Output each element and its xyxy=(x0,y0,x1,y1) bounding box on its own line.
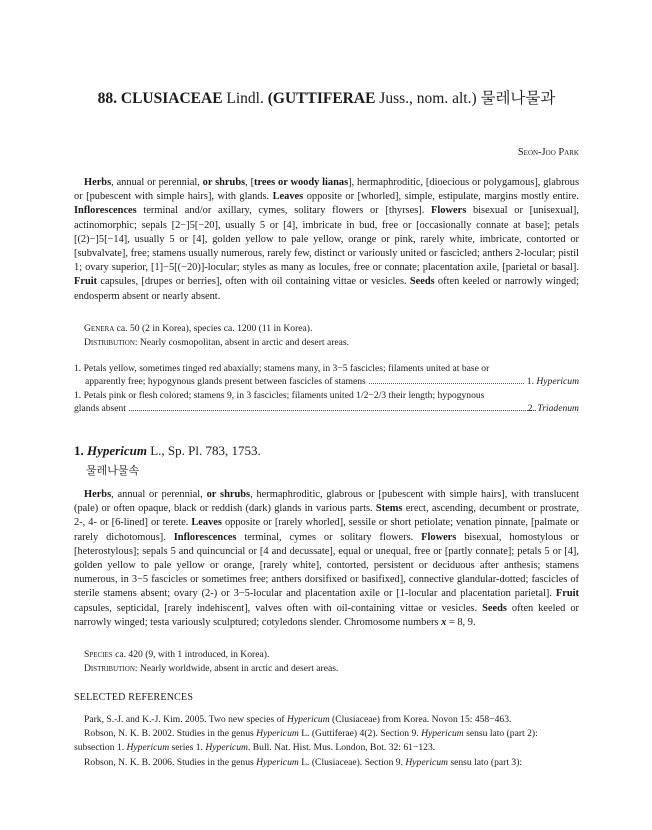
text-run: or shrubs xyxy=(202,177,246,188)
text-run: sensu lato (part 2): subsection 1. xyxy=(74,728,538,754)
species-label: Species xyxy=(84,649,113,660)
key-leader-dots xyxy=(129,410,536,411)
key-result-2-num: 2. xyxy=(527,403,535,415)
text-run: bisexual or [unisexual], actinomorphic; sepals [2−]5[−20], usually 5 or [4], imbricate in bud, free or [occasionally connate at base]; petals [(2)−]5[−14], usually 5 or [4], golden yellow to pale yellow, orange or pink, rarely white, imbricate, contorted or [subvalvate], free; stamens usually numerous, rarely few, distinct or variously united or fascicled; anthers 2-locular; pistil 1; ovary superior, [1]−5[(−20)]-locular; styles as many as locules, free or connate; placentation axile, [parietal or basal]. xyxy=(74,205,579,274)
text-run: (Clusiaceae) from Korea. Novon 15: 458−463. xyxy=(329,714,512,725)
text-run: capsules, septicidal, [rarely indehiscent], valves often with oil-containing vittae or vesicles. xyxy=(74,602,483,614)
genus-description xyxy=(74,488,579,630)
identification-key xyxy=(74,362,579,416)
text-run: often keeled or narrowly winged; testa variously sculptured; cotyledons slender. Chromosome numbers xyxy=(74,602,579,628)
text-run: Hypericum xyxy=(287,714,330,725)
text-run: Seeds xyxy=(482,602,507,614)
text-run: sensu lato (part 3): xyxy=(447,756,523,768)
key-result-2 xyxy=(527,402,579,415)
text-run: Inflorescences xyxy=(74,205,137,217)
genus-distribution-label: Distribution xyxy=(84,663,135,675)
family-korean-name: 물레나물과 xyxy=(480,90,556,107)
text-run: , annual or perennial, xyxy=(111,177,203,188)
text-run: L. (Clusiaceae). Section 9. xyxy=(298,756,406,768)
text-run: x xyxy=(441,616,447,628)
text-run: Robson, N. K. B. 2002. Studies in the genus xyxy=(84,728,257,740)
family-alt-name: GUTTIFERAE xyxy=(272,90,376,107)
key-lead-2-dotline xyxy=(74,402,579,415)
text-run: Flowers xyxy=(431,205,467,217)
family-title xyxy=(74,86,579,108)
family-author: Lindl. xyxy=(226,90,264,107)
family-meta xyxy=(84,322,349,350)
genus-heading xyxy=(74,443,261,459)
genera-line xyxy=(84,322,349,336)
text-run: Leaves xyxy=(272,191,304,203)
text-run: Hypericum xyxy=(126,742,170,754)
family-number: 88. xyxy=(97,90,118,107)
genera-text: ca. 50 (2 in Korea), species ca. 1200 (11 in Korea). xyxy=(114,323,313,334)
key-lead-1 xyxy=(74,362,579,389)
text-run: , hermaphroditic, glabrous or [pubescent with simple hairs], with translucent (pale) or often opaque, black or reddish (dark) glands in various parts. xyxy=(74,489,579,515)
references-list xyxy=(74,713,579,770)
genus-name: Hypericum xyxy=(87,443,147,458)
text-run: Robson, N. K. B. 2006. Studies in the genus xyxy=(84,756,257,768)
text-run: trees or woody lianas xyxy=(254,177,349,188)
text-run: ], hermaphroditic, [dioecious or polygamous], glabrous or [pubescent with simple hairs], with glands. xyxy=(74,177,579,203)
key-lead-1-dotline xyxy=(85,375,579,388)
genus-distribution-line xyxy=(84,662,338,676)
text-run: Flowers xyxy=(421,531,457,543)
species-line xyxy=(84,648,338,662)
genus-korean-name: 물레나물속 xyxy=(86,465,140,477)
text-run: terminal and/or axillary, cymes, solitary flowers or [thyrses]. xyxy=(136,205,432,217)
family-description xyxy=(74,176,579,304)
text-run: Stems xyxy=(375,503,403,515)
text-run: often keeled or narrowly winged; endosperm absent or nearly absent. xyxy=(74,276,579,302)
text-run: Hypericum xyxy=(405,756,448,768)
text-run: bisexual, homostylous or [heterostylous]; sepals 5 and quincuncial or [4 and decussate], equal or unequal, free or [partly connate]; petals 5 or [4], golden yellow to pale yellow or orange, [rarely white], contorted, persistent or deciduous after anthesis; stamens numerous, in 3−5 fascicles or sometimes free; anthers dorsifixed or basifixed], connective glandular-dotted; fascicles of sterile stamens absent; ovary (2-) or 3−5-locular and placentation axile or [1-locular and placentation parietal]. xyxy=(74,531,579,600)
reference-item xyxy=(74,756,579,770)
distribution-label: Distribution xyxy=(84,337,135,349)
genus-citation: L., Sp. Pl. 783, 1753. xyxy=(150,443,261,458)
family-name: CLUSIACEAE xyxy=(120,90,223,107)
text-run: Hypericum xyxy=(421,728,464,740)
key-result-1 xyxy=(527,375,579,388)
family-alt-author: Juss., nom. alt.) xyxy=(379,90,477,107)
author-name-text: Seon-Joo Park xyxy=(517,147,579,158)
key-lead-2-start: 1. Petals pink or flesh colored; stamens 9, in 3 fascicles; filaments united 1/2−2/3 their length; hypogynous xyxy=(74,389,485,401)
text-run: Inflorescences xyxy=(173,531,237,543)
key-result-2-taxon: Triadenum xyxy=(537,403,579,415)
text-run: series 1. xyxy=(169,742,206,754)
reference-item xyxy=(74,727,579,755)
reference-item xyxy=(74,713,579,727)
text-run: opposite or [whorled], simple, estipulate, margins mostly entire. xyxy=(303,191,579,203)
genus-meta xyxy=(84,648,338,676)
text-run: Hypericum xyxy=(205,742,248,754)
text-run: Leaves xyxy=(191,517,222,529)
key-lead-1-end: apparently free; hypogynous glands present between fascicles of stamens xyxy=(85,376,366,388)
key-leader-dots xyxy=(369,383,524,384)
distribution-text: : Nearly cosmopolitan, absent in arctic and desert areas. xyxy=(134,337,350,349)
text-run: = 8, 9. xyxy=(446,616,476,628)
text-run: opposite or [rarely whorled], sessile or short petiolate; venation pinnate, [palmate or rarely dichotomous]. xyxy=(74,517,579,543)
text-run: Fruit xyxy=(74,276,98,288)
text-run: capsules, [drupes or berries], often with oil containing vittae or vesicles. xyxy=(97,276,410,288)
text-run: Herbs xyxy=(84,177,112,188)
text-run: Seeds xyxy=(409,276,435,288)
key-lead-2-end: glands absent xyxy=(74,403,126,415)
species-text: ca. 420 (9, with 1 introduced, in Korea). xyxy=(112,649,270,660)
text-run: erect, ascending, decumbent or prostrate, 2-, 4- or [6-lined] or terete. xyxy=(74,503,579,529)
key-lead-2 xyxy=(74,389,579,416)
genus-distribution-text: : Nearly worldwide, absent in arctic and desert areas. xyxy=(134,663,339,675)
text-run: Herbs xyxy=(84,489,112,500)
key-result-1-num: 1. xyxy=(526,376,534,388)
text-run: or shrubs xyxy=(206,489,251,500)
author-name xyxy=(518,147,579,158)
text-run: , annual or perennial, xyxy=(111,489,207,500)
genus-number: 1. xyxy=(74,443,84,458)
key-result-1-taxon: Hypericum xyxy=(536,376,579,388)
key-lead-1-start: 1. Petals yellow, sometimes tinged red abaxially; stamens many, in 3−5 fascicles; filaments united at base or xyxy=(74,363,490,374)
text-run: Park, S.-J. and K.-J. Kim. 2005. Two new species of xyxy=(84,714,287,725)
text-run: , [ xyxy=(245,177,255,188)
references-heading: SELECTED REFERENCES xyxy=(74,692,194,703)
genera-label: Genera xyxy=(84,323,115,334)
family-alt-open: ( xyxy=(267,90,273,107)
text-run: Fruit xyxy=(555,588,579,600)
text-run: Hypericum xyxy=(256,728,299,740)
text-run: . Bull. Nat. Hist. Mus. London, Bot. 32: 61−123. xyxy=(247,742,436,754)
text-run: L. (Guttiferae) 4(2). Section 9. xyxy=(298,728,422,740)
distribution-line xyxy=(84,336,349,350)
text-run: Hypericum xyxy=(256,756,299,768)
text-run: terminal, cymes or solitary flowers. xyxy=(236,531,422,543)
